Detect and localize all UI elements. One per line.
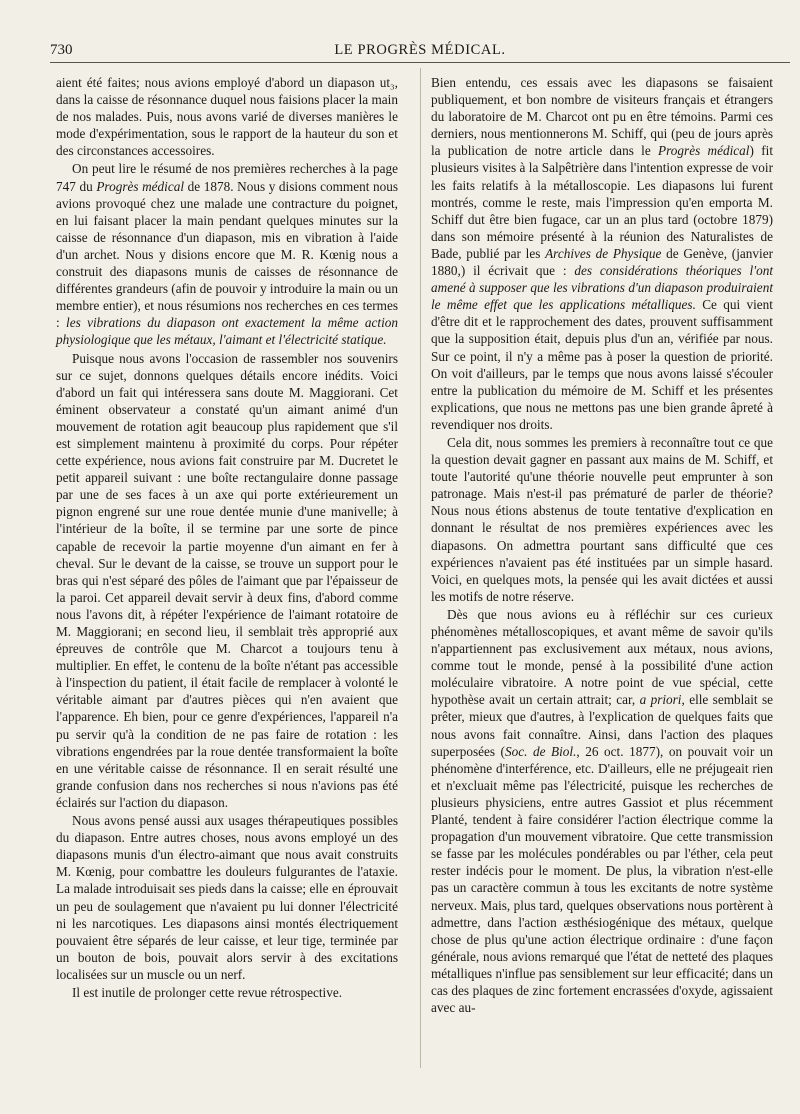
paragraph: Il est inutile de prolonger cette revue rétrospective. <box>72 984 343 1000</box>
paragraph: aient été faites; nous avions employé d'abord un diapason ut₃, dans la caisse de résonnance duquel nous faisions placer la main de nos malades. Puis, nous avons varié de diverses manières le mode d'expérimentation, sous le rapport de la hauteur du son et des circonstances accessoires. <box>56 75 398 159</box>
quoted-passage: des considérations théoriques l'ont amené à supposer que les vibrations d'un diapason produiraient le même effet que les applications métalliques. <box>431 263 773 313</box>
paragraph: Nous avons pensé aussi aux usages thérapeutiques possibles du diapason. Entre autres choses, nous avons employé un des diapasons munis d'un électro-aimant que nous avait construits M. Kœnig, pour combattre les douleurs fulgurantes de l'ataxie. La malade introduisait ses pieds dans la caisse; elle en éprouvait un peu de soulagement que n'avaient pu lui donner l'électricité ni les narcotiques. Les diapasons ainsi montés électriquement pouvaient être séparés de leur caisse, et leur tige, terminée par un bouton de bois, pouvait alors servir à des excitations localisées sur un muscle ou un nerf. <box>56 813 398 982</box>
paragraph: On peut lire le résumé de nos premières recherches à la page 747 du Progrès médical de 1878. Nous y disions comment nous avions provoqué chez une malade une contracture du poignet, en lui faisant placer la main pendant quelques minutes sur la caisse de résonnance d'un diapason, mis en vibration à l'aide d'un archet. Nous y disions encore que M. R. Kœnig nous a construit des diapasons munis de caisses de résonnance de différentes grandeurs (afin de pouvoir y introduire la main ou un membre entier), et nous résumions nos recherches en ces termes : les vibrations du diapason ont exactement la même action physiologique que les métaux, l'aimant et l'électricité statique. <box>56 161 399 348</box>
paragraph: Dès que nous avions eu à réfléchir sur ces curieux phénomènes métalloscopiques, et avant même de savoir qu'ils n'appartiennent pas exclusivement aux métaux, nous avions, comme tout le monde, pensé à la possibilité d'une action moléculaire vibratoire. A notre point de vue spécial, cette hypothèse avait un certain attrait; car, a priori, elle semblait se prêter, mieux que d'autres, à l'explication de quelques faits que nous avons fait connaître. Ainsi, dans l'action des plaques superposées (Soc. de Biol., 26 oct. 1877), on pouvait voir un phénomène d'interférence, etc. D'ailleurs, elle ne préjugeait rien et n'excluait même pas l'électricité, puisque les recherches de plusieurs physiciens, entre autres Gassiot et plus récemment Planté, tendent à faire considérer l'action électrique comme la propagation d'un mouvement vibratoire. Que cette transmission se fasse par les molécules pondérables ou par l'éther, cela peut rester indécis pour le moment. De plus, la vibration n'est-elle pas un caractère commun à tous les excitants de notre système nerveux. Mais, plus tard, quelques observations nous portèrent à admettre, dans l'action æsthésiogénique des métaux, quelque chose de plus qu'une action électrique ordinaire : d'une façon générale, nous avions remarqué que l'état de netteté des plaques métalliques n'influe pas sensiblement sur leur efficacité; dans un cas des plaques de zinc fortement encrassées d'oxyde, agissaient avec au- <box>431 606 774 1016</box>
paragraph: Cela dit, nous sommes les premiers à reconnaître tout ce que la question devait gagner en passant aux mains de M. Schiff, et toute l'autorité qu'une théorie nouvelle peut emprunter à son patronage. Mais n'est-il pas prématuré de parler de théorie? Nous nous étions abstenus de toute tentative d'explication en donnant le résultat de nos premières expériences avec les diapasons. On admettra pourtant sans difficulté que ces expériences n'avaient pas été instituées par un simple hasard. Voici, en quelques mots, la pensée qui les avait dictées et aussi les motifs de notre réserve. <box>431 434 773 604</box>
journal-reference: Progrès médical <box>96 178 185 194</box>
society-reference: Soc. de Biol. <box>504 743 577 759</box>
right-column <box>431 74 773 1016</box>
page-number: 730 <box>50 42 73 58</box>
page-header <box>50 38 790 63</box>
quoted-conclusion: les vibrations du diapason ont exactement la même action physiologique que les métaux, l'aimant et l'électricité statique. <box>56 315 399 348</box>
journal-title: LE PROGRÈS MÉDICAL. <box>334 42 506 58</box>
journal-reference: Archives de Physique <box>545 245 662 261</box>
journal-reference: Progrès médical <box>658 143 750 159</box>
paragraph: Bien entendu, ces essais avec les diapasons se faisaient publiquement, et bon nombre de visiteurs français et étrangers du laboratoire de M. Charcot ont pu en être témoins. Parmi ces derniers, nous mentionnerons M. Schiff, qui (peu de jours après la publication de notre article dans le Progrès médical) fit plusieurs visites à la Salpêtrière dans l'intention expresse de voir les faits relatifs à la métalloscopie. Les diapasons lui furent montrés, comme le reste, mais l'impression qu'en emporta M. Schiff dut être bien fugace, car un an plus tard (octobre 1879) dans son mémoire présenté à la réunion des Naturalistes de Bade, publié par les Archives de Physique de Genève, (janvier 1880,) il écrivait que : des considérations théoriques l'ont amené à supposer que les vibrations d'un diapason produiraient le même effet que les applications métalliques. Ce qui vient d'être dit et le rapprochement des dates, prouvent suffisamment que la supposition était, depuis plus d'un an, vérifiée par nous. Sur ce point, il n'y a même pas à poser la question de priorité. On voit d'ailleurs, par le temps que nous avons laissé s'écouler entre la publication du mémoire de M. Schiff et les présentes explications, que nous ne mettons pas une bien grande âpreté à revendiquer nos droits. <box>431 75 773 432</box>
column-divider <box>420 68 421 1068</box>
paragraph: Puisque nous avons l'occasion de rassembler nos souvenirs sur ce sujet, donnons quelques détails encore inédits. Voici d'abord un fait qui intéressera sans doute M. Maggiorani. Cet éminent observateur a constaté qu'un aimant animé d'un mouvement de rotation agit beaucoup plus rapidement que s'il est simplement maintenu à proximité du corps. Pour répéter cette expérience, nous avions fait construire par M. Ducretet le petit appareil suivant : une boîte rectangulaire donne passage par une de ses faces à un axe qui porte extérieurement un pignon engrené sur une roue dentée munie d'une manivelle; à l'intérieur de la boîte, il se termine par une sorte de pince capable de recevoir la partie moyenne d'un aimant en fer à cheval. Sur le devant de la caisse, se trouve un support pour le bras qui n'est séparé des pôles de l'aimant que par l'épaisseur de la paroi. Cet appareil devait servir à deux fins, d'abord comme nous l'avons dit, à répéter l'expérience de l'aimant rotatoire de M. Maggiorani; en second lieu, il semblait très approprié aux épreuves de contrôle que M. Charcot a toujours tenu à multiplier. En effet, le contenu de la boîte n'étant pas accessible à l'inspection du patient, il était facile de remplacer à volonté le véritable aimant par d'autres pièces qui n'en avaient que l'apparence. Eh bien, pour ce genre d'expériences, l'appareil n'a pu servir qu'à la condition de ne pas faire de rotation : les vibrations engendrées par la roue dentée transformaient la boîte en une véritable caisse de résonnance. Il en serait résulté une grande confusion dans nos recherches si nous n'avions pas été éclairés sur l'action du diapason. <box>56 350 398 810</box>
left-column <box>56 74 398 1001</box>
